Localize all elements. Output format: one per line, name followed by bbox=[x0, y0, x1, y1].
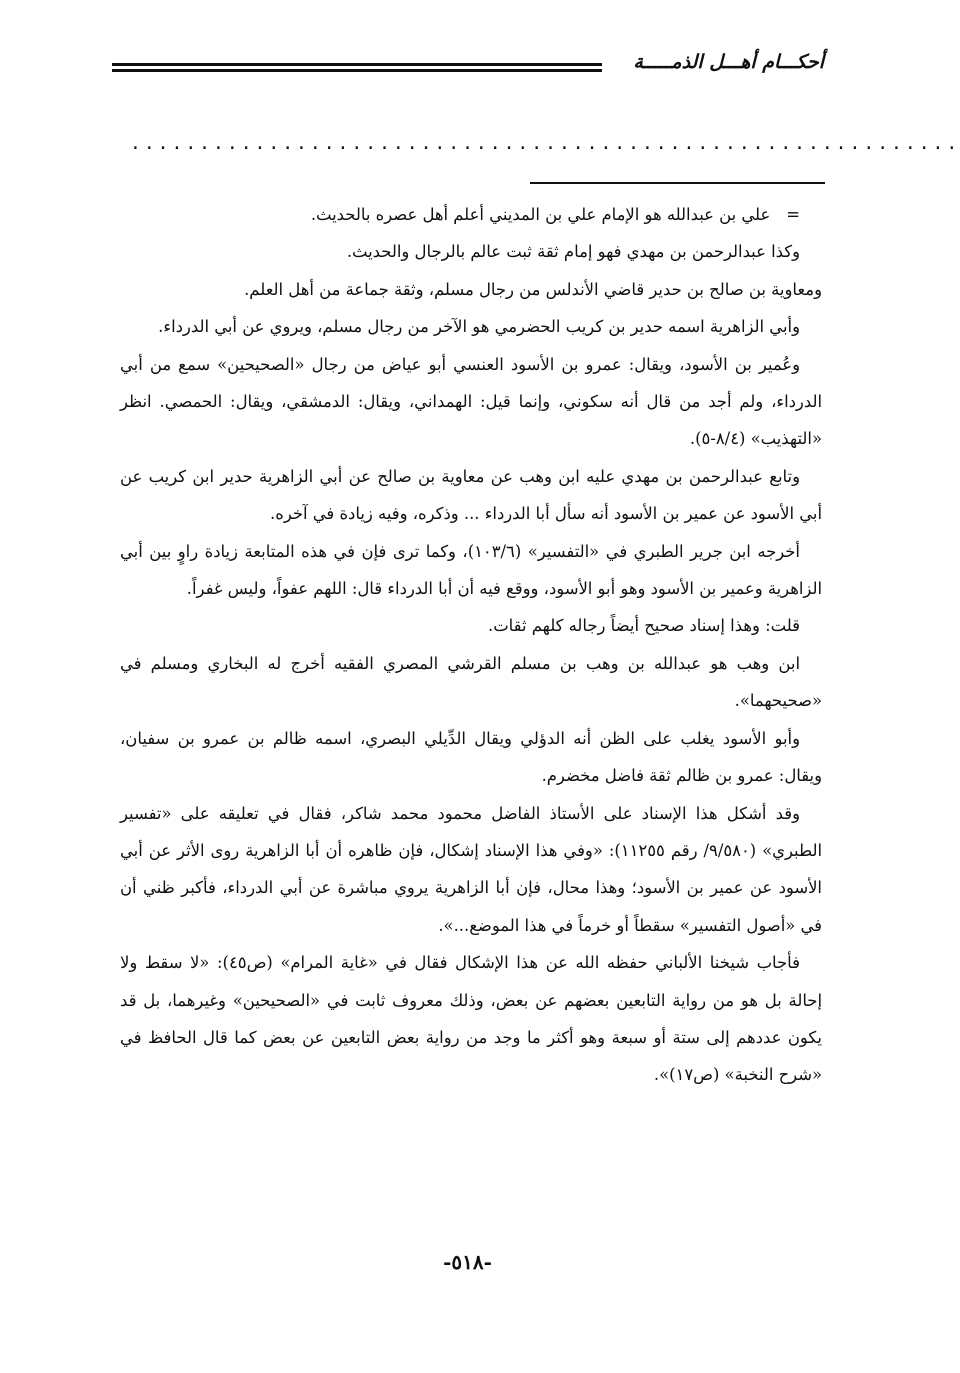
footnote-rule bbox=[530, 182, 825, 184]
header-rule-top bbox=[112, 63, 602, 66]
footnote-text bbox=[120, 196, 822, 1094]
continuation-marker: = bbox=[786, 205, 800, 224]
paragraph: ومعاوية بن صالح بن حدير قاضي الأندلس من رجال مسلم، وثقة جماعة من أهل العلم. bbox=[244, 279, 822, 299]
paragraph: فأجاب شيخنا الألباني حفظه الله عن هذا الإشكال فقال في «غاية المرام» (ص٤٥): «لا سقط ولا إحالة بل هو من رواية التابعين بعضهم عن بعض، وذلك معروف ثابت في «الصحيحين» وغيرهما، بل قد يكون عددهم إلى ستة أو سبعة وهو أكثر ما وجد من رواية بعض التابعين عن بعض كما قال الحافظ في «شرح النخبة» (ص١٧)». bbox=[120, 953, 822, 1085]
running-header bbox=[112, 50, 824, 78]
paragraph: قلت: وهذا إسناد صحيح أيضاً رجاله كلهم ثقات. bbox=[488, 616, 800, 636]
paragraph: وقد أشكل هذا الإسناد على الأستاذ الفاضل محمود محمد شاكر، فقال في تعليقه على «تفسير الطبري» (٩/٥٨٠/ رقم ١١٢٥٥): «وفي هذا الإسناد إشكال، فإن ظاهره أن أبا الزاهرية روى الأثر عن أبي الأسود عن عمير بن الأسود؛ وهذا محال، فإن أبا الزاهرية يروي مباشرة عن أبي الدرداء، فأكبر ظني أن في «أصول التفسير» سقطاً أو خرماً في هذا الموضع...». bbox=[120, 803, 822, 935]
paragraph: وأبي الزاهرية اسمه حدير بن كريب الحضرمي هو الآخر من رجال مسلم، ويروي عن أبي الدرداء. bbox=[158, 317, 800, 337]
paragraph: وتابع عبدالرحمن بن مهدي عليه ابن وهب عن معاوية بن صالح عن أبي الزاهرية حدير ابن كريب عن أبي الأسود عن عمير بن الأسود أنه سأل أبا الدرداء ... وذكره، وفيه زيادة في آخره. bbox=[120, 466, 822, 524]
paragraph: وأبو الأسود يغلب على الظن أنه الدؤلي ويقال الدِّيلي البصري، اسمه ظالم بن عمرو بن سفيان، ويقال: عمرو بن ظالم ثقة فاضل مخضرم. bbox=[120, 728, 822, 786]
paragraph bbox=[120, 196, 822, 233]
book-title: أحكـــام أهـــل الذمـــــة bbox=[633, 51, 824, 73]
header-double-rule bbox=[112, 63, 602, 75]
dotted-separator: ............................................................ bbox=[130, 133, 960, 154]
header-rule-bottom bbox=[112, 69, 602, 72]
page-number: -٥١٨- bbox=[443, 1250, 492, 1274]
paragraph: وكذا عبدالرحمن بن مهدي فهو إمام ثقة ثبت عالم بالرجال والحديث. bbox=[346, 242, 800, 262]
paragraph: أخرجه ابن جرير الطبري في «التفسير» (١٠٣/٦)، وكما ترى فإن في هذه المتابعة زيادة راوٍ بين أبي الزاهرية وعمير بن الأسود وهو أبو الأسود، ووقع فيه أن أبا الدرداء قال: اللهم عفواً، وليس غفراً. bbox=[120, 541, 822, 599]
paragraph: وعُمير بن الأسود، ويقال: عمرو بن الأسود العنسي أبو عياض من رجال «الصحيحين» سمع من أبي الدرداء، ولم أجد من قال أنه سكوني، وإنما قيل: الهمداني، ويقال: الدمشقي، ويقال: الحمصي. انظر «التهذيب» (٨/٤-٥). bbox=[120, 354, 822, 449]
paragraph-text: علي بن عبدالله هو الإمام علي بن المديني أعلم أهل عصره بالحديث. bbox=[310, 205, 771, 224]
paragraph: ابن وهب هو عبدالله بن وهب بن مسلم القرشي المصري الفقيه أخرج له البخاري ومسلم في «صحيحهما». bbox=[120, 653, 822, 711]
